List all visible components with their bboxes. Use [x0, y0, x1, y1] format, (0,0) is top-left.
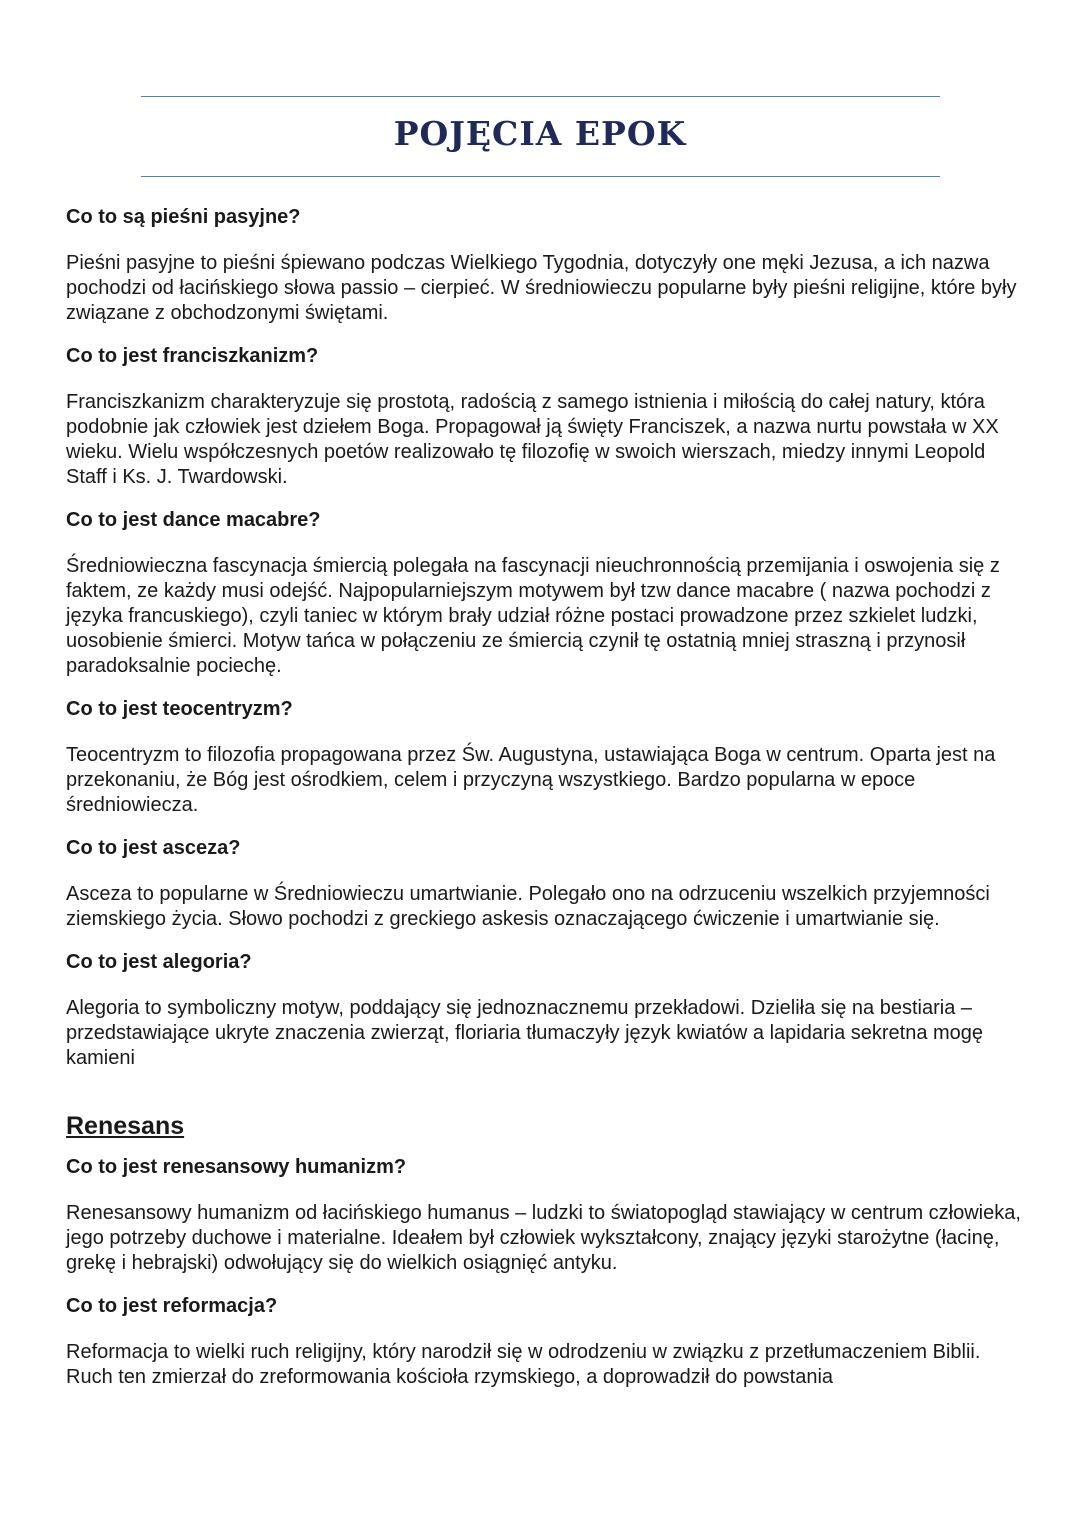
question-heading: Co to jest reformacja? [66, 1295, 278, 1317]
answer-paragraph: Pieśni pasyjne to pieśni śpiewano podczas Wielkiego Tygodnia, dotyczyły one męki Jezusa, a ich nazwa pochodzi od łacińskiego słowa passio – cierpieć. W średniowieczu popularne były pieśni religijne, które były związane z obchodzonymi świętami. [66, 252, 1017, 324]
question-heading: Co to jest teocentryzm? [66, 698, 293, 720]
answer-paragraph: Asceza to popularne w Średniowieczu umartwianie. Polegało ono na odrzuceniu wszelkich przyjemności ziemskiego życia. Słowo pochodzi z greckiego askesis oznaczającego ćwiczenie i umartwianie się. [66, 883, 990, 930]
question-heading: Co to jest dance macabre? [66, 509, 321, 531]
answer-paragraph: Reformacja to wielki ruch religijny, który narodził się w odrodzeniu w związku z przetłumaczeniem Biblii. Ruch ten zmierzał do zreformowania kościoła rzymskiego, a doprowadził do powstania [66, 1341, 981, 1388]
answer-paragraph: Teocentryzm to filozofia propagowana przez Św. Augustyna, ustawiająca Boga w centrum. Oparta jest na przekonaniu, że Bóg jest ośrodkiem, celem i przyczyną wszystkiego. Bardzo popularna w epoce średniowiecza. [66, 744, 996, 816]
question-heading: Co to jest renesansowy humanizm? [66, 1156, 407, 1178]
answer-paragraph: Renesansowy humanizm od łacińskiego humanus – ludzki to światopogląd stawiający w centrum człowieka, jego potrzeby duchowe i materialne. Ideałem był człowiek wykształcony, znający języki starożytne (łacinę, grekę i hebrajski) odwołujący się do wielkich osiągnięć antyku. [66, 1202, 1021, 1274]
page-title: POJĘCIA EPOK [393, 114, 687, 153]
title-rule-top [141, 96, 940, 97]
question-heading: Co to jest asceza? [66, 837, 241, 859]
question-heading: Co to jest alegoria? [66, 951, 252, 973]
question-heading: Co to są pieśni pasyjne? [66, 206, 301, 228]
answer-paragraph: Alegoria to symboliczny motyw, poddający się jednoznacznemu przekładowi. Dzieliła się na bestiaria – przedstawiające ukryte znaczenia zwierząt, floriaria tłumaczyły język kwiatów a lapidaria sekretna mogę kamieni [66, 997, 984, 1069]
document-body [66, 205, 1026, 1408]
answer-paragraph: Średniowieczna fascynacja śmiercią polegała na fascynacji nieuchronnością przemijania i oswojenia się z faktem, ze każdy musi odejść. Najpopularniejszym motywem był tzw dance macabre ( nazwa pochodzi z języka francuskiego), czyli taniec w którym brały udział różne postaci prowadzone przez szkielet ludzki, uosobienie śmierci. Motyw tańca w połączeniu ze śmiercią czynił tę ostatnią mniej straszną i przynosił paradoksalnie pociechę. [66, 555, 1000, 677]
title-rule-bottom [141, 176, 940, 177]
section-renesans [66, 1111, 1026, 1390]
section-medieval [66, 205, 1026, 1071]
section-heading-renesans: Renesans [66, 1112, 185, 1140]
question-heading: Co to jest franciszkanizm? [66, 345, 319, 367]
answer-paragraph: Franciszkanizm charakteryzuje się prostotą, radością z samego istnienia i miłością do całej natury, która podobnie jak człowiek jest dziełem Boga. Propagował ją święty Franciszek, a nazwa nurtu powstała w XX wieku. Wielu współczesnych poetów realizowało tę filozofię w swoich wierszach, miedzy innymi Leopold Staff i Ks. J. Twardowski. [66, 391, 999, 488]
